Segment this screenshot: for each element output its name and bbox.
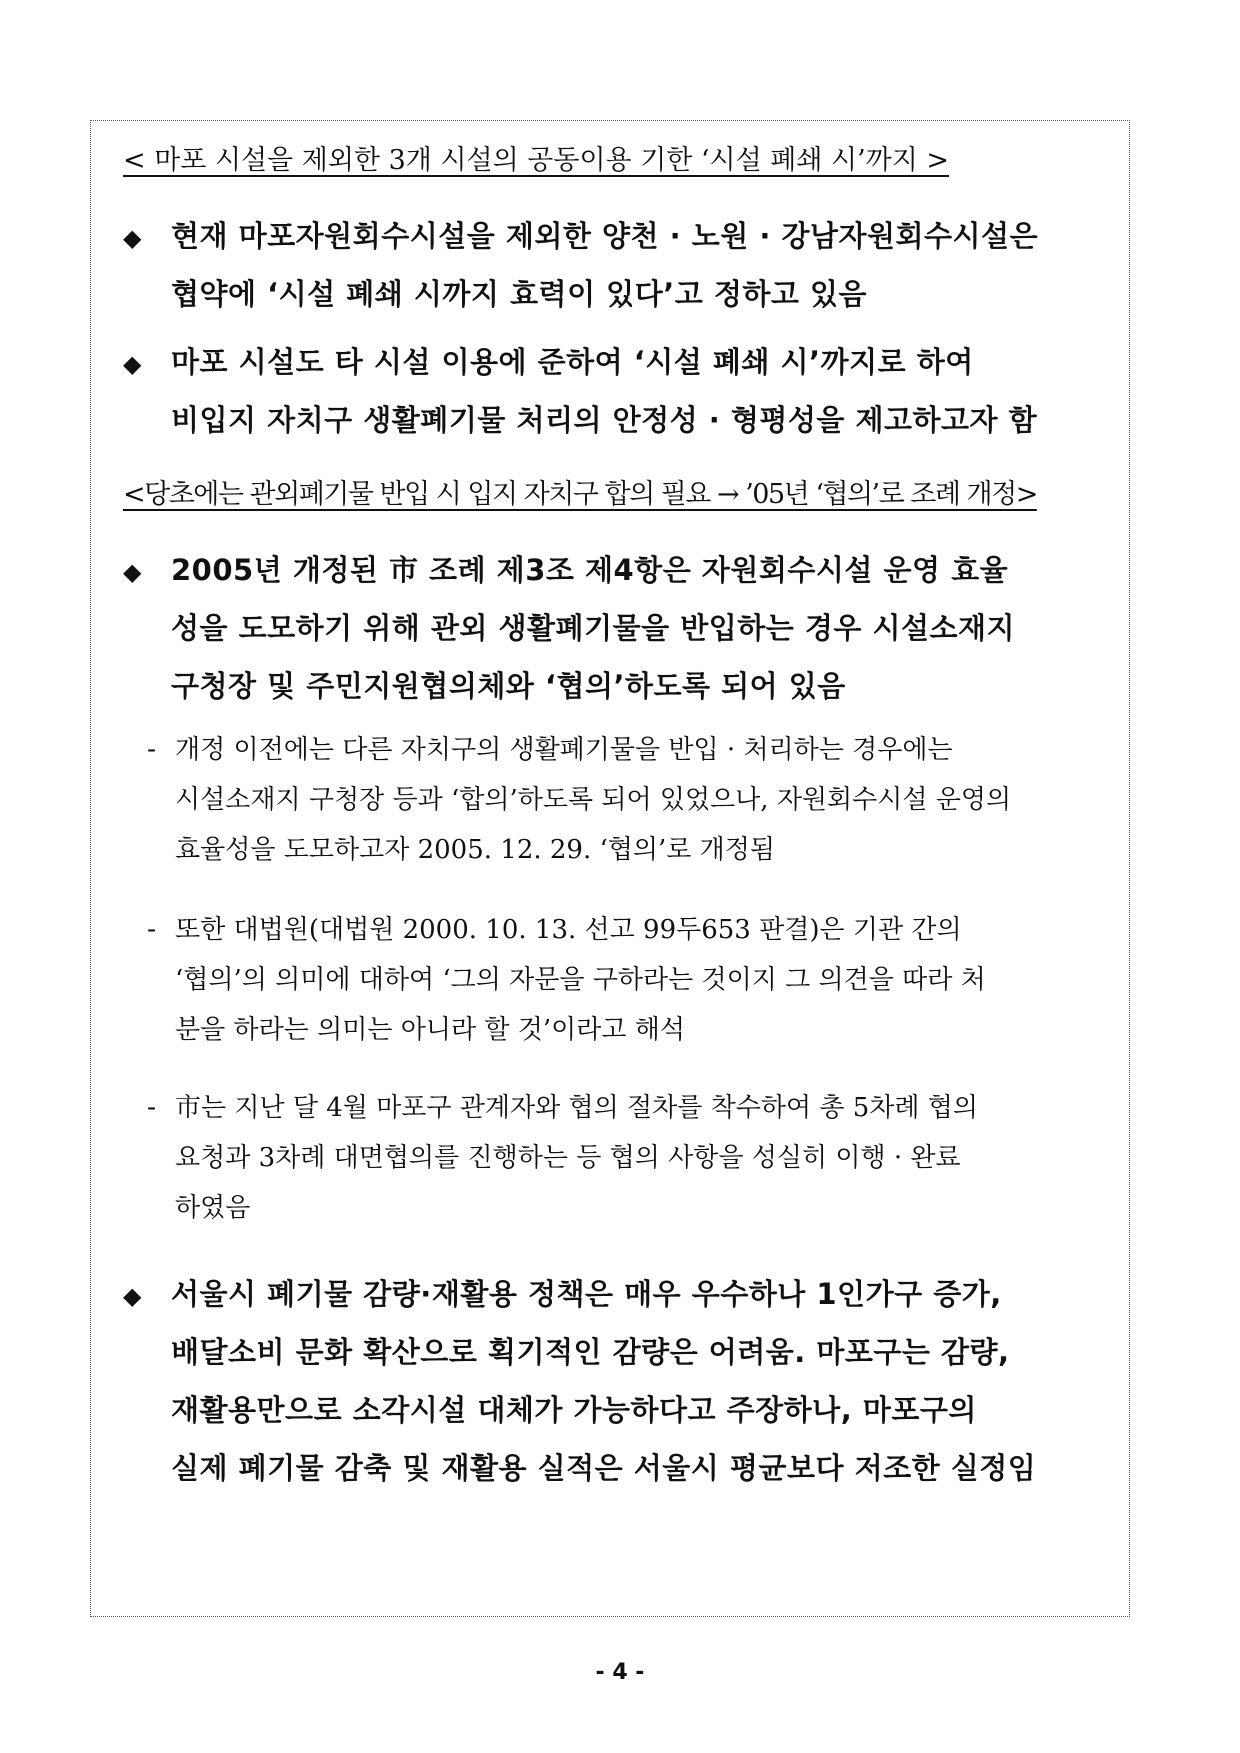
diamond-bullet-icon: ◆ (123, 224, 142, 252)
bullet-line: 재활용만으로 소각시설 대체가 가능하다고 주장하나, 마포구의 (171, 1393, 977, 1427)
bullet-line: 구청장 및 주민지원협의체와 ‘협의’하도록 되어 있음 (171, 669, 846, 703)
dash-marker: - (147, 1092, 157, 1123)
bullet-item-2 (123, 333, 1123, 449)
content-box (90, 120, 1130, 1617)
bullet-line: 협약에 ‘시설 폐쇄 시까지 효력이 있다’고 정하고 있음 (171, 277, 868, 311)
bullet-line: 현재 마포자원회수시설을 제외한 양천 · 노원 · 강남자원회수시설은 (171, 219, 1039, 253)
sub-line: 개정 이전에는 다른 자치구의 생활폐기물을 반입 · 처리하는 경우에는 (175, 735, 953, 765)
diamond-bullet-icon: ◆ (123, 558, 142, 586)
bullet-item-4 (123, 1265, 1123, 1497)
sub-line: 또한 대법원(대법원 2000. 10. 13. 선고 99두653 판결)은 기관 간의 (175, 915, 962, 945)
sub-line: 市는 지난 달 4월 마포구 관계자와 협의 절차를 착수하여 총 5차례 협의 (175, 1093, 979, 1123)
diamond-bullet-icon: ◆ (123, 1282, 142, 1310)
sub-item-1 (147, 725, 1127, 875)
bullet-line: 서울시 폐기물 감량·재활용 정책은 매우 우수하나 1인가구 증가, (171, 1277, 1002, 1311)
bullet-line: 배달소비 문화 확산으로 획기적인 감량은 어려움. 마포구는 감량, (171, 1335, 1010, 1369)
diamond-bullet-icon: ◆ (123, 350, 142, 378)
section-heading-2: <당초에는 관외폐기물 반입 시 입지 자치구 합의 필요 → ’05년 ‘협의’로 조례 개정> (123, 479, 1037, 510)
bullet-line: 마포 시설도 타 시설 이용에 준하여 ‘시설 폐쇄 시’까지로 하여 (171, 345, 974, 379)
sub-line: 요청과 3차례 대면협의를 진행하는 등 협의 사항을 성실히 이행 · 완료 (175, 1143, 961, 1173)
sub-line: 효율성을 도모하고자 2005. 12. 29. ‘협의’로 개정됨 (175, 835, 775, 865)
bullet-line: 성을 도모하기 위해 관외 생활폐기물을 반입하는 경우 시설소재지 (171, 611, 1016, 645)
bullet-item-1 (123, 207, 1123, 323)
dash-marker: - (147, 734, 157, 765)
page-number: - 4 - (595, 1660, 645, 1685)
bullet-line: 비입지 자치구 생활폐기물 처리의 안정성 · 형평성을 제고하고자 함 (171, 403, 1038, 437)
bullet-line: 2005년 개정된 市 조례 제3조 제4항은 자원회수시설 운영 효율 (171, 553, 1009, 587)
sub-line: 분을 하라는 의미는 아니라 할 것’이라고 해석 (175, 1015, 685, 1045)
sub-line: 시설소재지 구청장 등과 ‘합의’하도록 되어 있었으나, 자원회수시설 운영의 (175, 785, 1012, 815)
bullet-item-3 (123, 541, 1123, 715)
sub-item-2 (147, 905, 1127, 1055)
sub-item-3 (147, 1083, 1127, 1233)
sub-line: 하였음 (175, 1193, 251, 1223)
bullet-line: 실제 폐기물 감축 및 재활용 실적은 서울시 평균보다 저조한 실정임 (171, 1451, 1037, 1485)
dash-marker: - (147, 914, 157, 945)
sub-line: ‘협의’의 의미에 대하여 ‘그의 자문을 구하라는 것이지 그 의견을 따라 처 (175, 965, 986, 995)
section-heading-1: < 마포 시설을 제외한 3개 시설의 공동이용 기한 ‘시설 폐쇄 시’까지 > (123, 145, 950, 176)
